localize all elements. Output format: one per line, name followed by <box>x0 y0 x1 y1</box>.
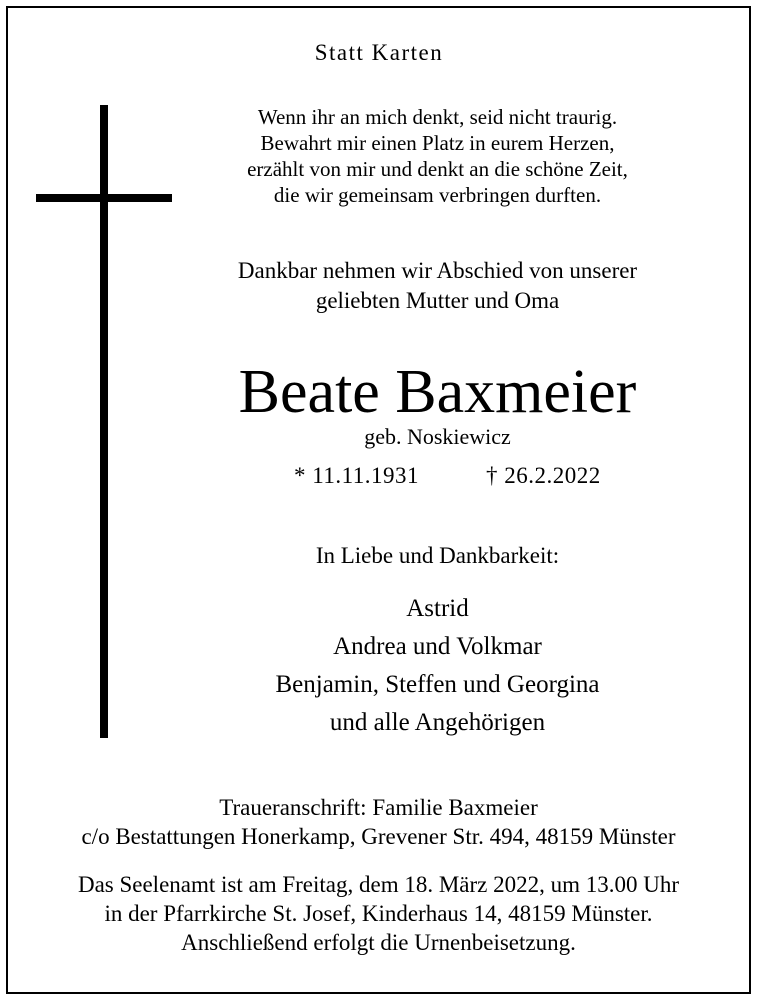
address-line: Traueranschrift: Familie Baxmeier <box>219 795 538 820</box>
death-date: † 26.2.2022 <box>486 463 601 488</box>
birth-date: * 11.11.1931 <box>294 463 420 488</box>
poem <box>200 104 675 208</box>
intro-line: Dankbar nehmen wir Abschied von unserer <box>237 258 638 283</box>
poem-line: Wenn ihr an mich denkt, seid nicht traurig. <box>257 105 618 129</box>
poem-line: Bewahrt mir einen Platz in eurem Herzen, <box>260 131 615 155</box>
service-line: in der Pfarrkirche St. Josef, Kinderhaus 14, 48159 Münster. <box>104 901 653 926</box>
family-member: und alle Angehörigen <box>329 709 546 736</box>
address-line: c/o Bestattungen Honerkamp, Grevener Str. 494, 48159 Münster <box>81 824 676 849</box>
poem-line: die wir gemeinsam verbringen durften. <box>273 183 602 207</box>
cross-horizontal-bar <box>36 194 172 202</box>
mourning-address <box>10 793 747 851</box>
deceased-name: Beate Baxmeier <box>238 358 637 426</box>
header-text: Statt Karten <box>314 40 444 65</box>
family-member: Astrid <box>406 595 469 622</box>
service-line: Anschließend erfolgt die Urnenbeisetzung. <box>181 930 576 955</box>
service-info <box>10 870 747 957</box>
poem-line: erzählt von mir und denkt an die schöne Zeit, <box>247 157 628 181</box>
family-member: Benjamin, Steffen und Georgina <box>275 671 600 698</box>
thanks-heading: In Liebe und Dankbarkeit: <box>315 543 560 568</box>
intro-line: geliebten Mutter und Oma <box>315 288 560 313</box>
maiden-name: geb. Noskiewicz <box>364 424 511 449</box>
service-line: Das Seelenamt ist am Freitag, dem 18. März 2022, um 13.00 Uhr <box>77 872 680 897</box>
intro-text <box>200 256 675 316</box>
family-member: Andrea und Volkmar <box>333 633 542 660</box>
family-list <box>200 590 675 742</box>
